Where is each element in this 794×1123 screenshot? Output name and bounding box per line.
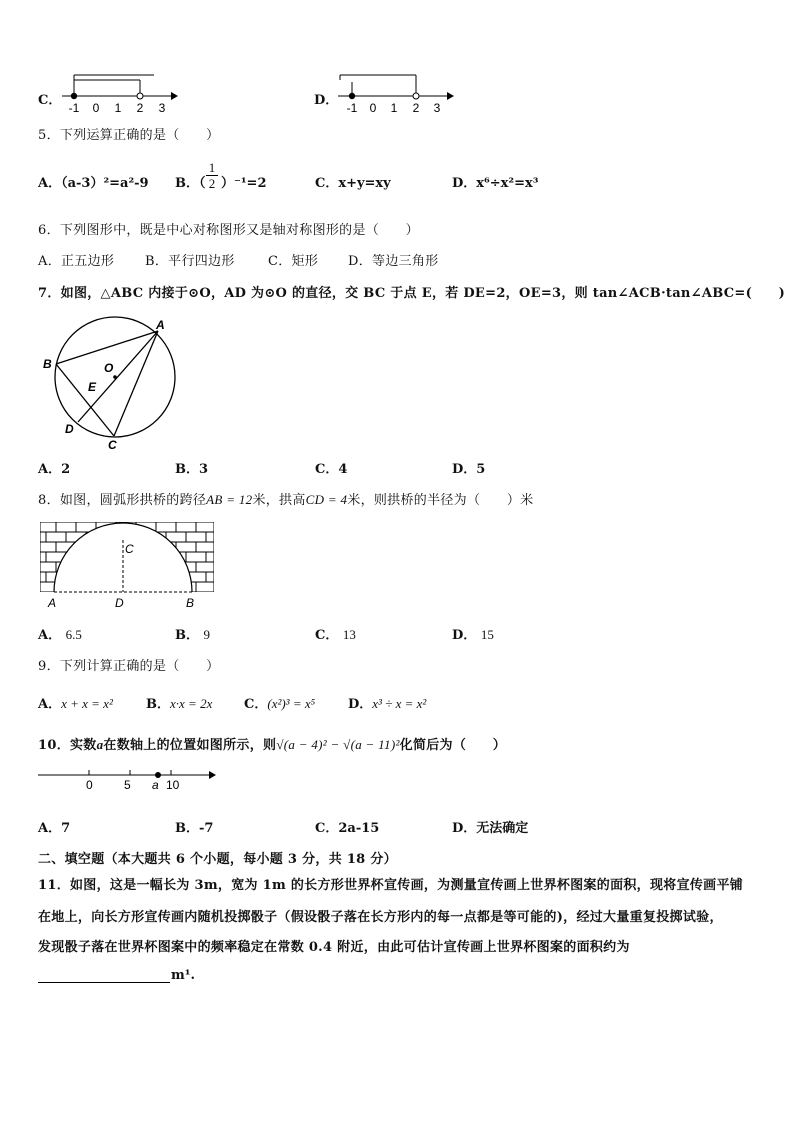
tick-label: 2	[412, 101, 420, 115]
q10-number-line	[36, 764, 222, 794]
q5-option-b	[175, 172, 206, 191]
q5-stem: 5．下列运算正确的是（ ）	[38, 128, 220, 143]
q10-option-d: D．无法确定	[452, 821, 529, 836]
q10-option-b: B．-7	[175, 821, 214, 836]
q8-stem-mid: 米，拱高	[252, 493, 306, 508]
q8-option-d	[452, 624, 494, 643]
option-value: 15	[480, 627, 494, 642]
q6-option-c: C．矩形	[268, 254, 319, 269]
q10-option-a: A．7	[38, 821, 71, 836]
option-value: (x²)³ = x⁵	[267, 696, 316, 711]
option-label: A．	[38, 628, 62, 643]
q6-option-a: A．正五边形	[38, 254, 115, 269]
q5-option-b-label: B．	[175, 176, 199, 191]
q5-option-a	[38, 172, 149, 191]
option-label: C．	[244, 697, 268, 712]
fraction-numerator: 1	[208, 160, 216, 175]
q8-option-b	[175, 624, 210, 643]
point-o-label: O	[104, 361, 114, 375]
tick-label: -1	[346, 101, 358, 115]
tick-label: 1	[390, 101, 398, 115]
q7-stem: 7．如图，△ABC 内接于⊙O，AD 为⊙O 的直径，交 BC 于点 E，若 DE=2，OE=3，则 tan∠ACB·tan∠ABC=( )	[38, 286, 786, 301]
q5-option-d	[452, 172, 538, 191]
q10-stem-var: a	[96, 737, 104, 752]
point-c-label: C	[108, 438, 117, 452]
q5-option-a-text: （a-3）²=a²-9	[61, 176, 149, 191]
q10-stem-expr: √(a − 4)² − √(a − 11)²	[276, 737, 400, 752]
q10-option-c: C．2a-15	[315, 821, 380, 836]
q5-option-c: C．x+y=xy	[315, 176, 391, 191]
option-label: B．	[175, 628, 199, 643]
q8-option-c	[315, 624, 356, 643]
q5-option-b-fraction	[206, 160, 218, 191]
point-b-label: B	[43, 357, 52, 371]
option-label: C．	[315, 628, 339, 643]
q5-option-b-post: ）⁻¹=2	[221, 176, 267, 191]
q8-bridge-figure	[38, 518, 218, 614]
tick-label: 1	[114, 101, 122, 115]
q7-option-a: A．2	[38, 462, 71, 477]
q11-unit: m¹.	[171, 968, 195, 983]
fraction-denominator: 2	[206, 175, 218, 191]
tick-label: 0	[369, 101, 377, 115]
option-value: x·x = 2x	[170, 696, 213, 711]
section-2-heading: 二、填空题（本大题共 6 个小题，每小题 3 分，共 18 分）	[38, 852, 397, 867]
q11-answer-blank[interactable]	[38, 982, 170, 983]
option-value: x + x = x²	[61, 696, 113, 711]
q4-option-d-number-line	[334, 72, 458, 116]
q10-stem-pre: 10．实数	[38, 738, 97, 753]
point-a-label: A	[156, 318, 165, 332]
tick-label: 10	[166, 778, 180, 792]
tick-label: 3	[433, 101, 441, 115]
q10-stem	[38, 734, 506, 753]
q7-option-b: B．3	[175, 462, 209, 477]
q4-option-c-label: C．	[38, 93, 62, 108]
tick-label: 2	[136, 101, 144, 115]
q8-option-a	[38, 624, 82, 643]
tick-label: 3	[158, 101, 166, 115]
q8-stem-pre: 8．如图，圆弧形拱桥的跨径	[38, 493, 207, 508]
q11-line-3: 发现骰子落在世界杯图案中的频率稳定在常数 0.4 附近，由此可估计宣传画上世界杯图案的面积约为	[38, 940, 630, 955]
q7-option-d: D．5	[452, 462, 486, 477]
q8-stem-cd: CD = 4	[305, 492, 348, 507]
q9-option-c	[244, 693, 315, 712]
q6-stem: 6．下列图形中，既是中心对称图形又是轴对称图形的是（ ）	[38, 223, 419, 238]
option-label: B．	[146, 697, 170, 712]
tick-label: 0	[92, 101, 100, 115]
q8-stem-post: 米，则拱桥的半径为（ ）米	[347, 493, 534, 508]
point-a-label: A	[48, 596, 57, 610]
q9-stem: 9．下列计算正确的是（ ）	[38, 659, 220, 674]
q5-option-a-label: A．	[38, 176, 62, 191]
point-b-label: B	[186, 596, 195, 610]
q10-stem-mid: 在数轴上的位置如图所示，则	[103, 738, 277, 753]
option-value: x³ ÷ x = x²	[372, 696, 427, 711]
point-a-label: a	[152, 778, 159, 792]
q5-option-d-text: x⁶÷x²=x³	[476, 176, 539, 191]
q9-option-b	[146, 693, 212, 712]
q11-line-1: 11．如图，这是一幅长为 3m，宽为 1m 的长方形世界杯宣传画，为测量宣传画上世界杯图案的面积，现将宣传画平铺	[38, 878, 744, 893]
point-c-label: C	[125, 542, 134, 556]
q7-circle-figure	[38, 312, 188, 452]
q8-stem	[38, 489, 533, 508]
option-label: A．	[38, 697, 62, 712]
point-d-label: D	[115, 596, 124, 610]
q10-stem-post: 化简后为（ ）	[399, 738, 507, 753]
option-value: 6.5	[65, 627, 82, 642]
q9-option-a	[38, 693, 113, 712]
q6-option-b: B．平行四边形	[145, 254, 235, 269]
option-label: D．	[452, 628, 477, 643]
point-e-label: E	[88, 380, 97, 394]
q11-line-2: 在地上，向长方形宣传画内随机投掷骰子（假设骰子落在长方形内的每一点都是等可能的)，经过大量重复投掷试验，	[38, 910, 723, 925]
point-d-label: D	[65, 422, 74, 436]
option-value: 13	[342, 627, 356, 642]
q7-option-c: C．4	[315, 462, 348, 477]
tick-label: 0	[86, 778, 93, 792]
q9-option-d	[348, 693, 426, 712]
tick-label: 5	[124, 778, 131, 792]
q4-option-d-label: D．	[314, 93, 339, 108]
q5-option-d-label: D．	[452, 176, 477, 191]
option-value: 9	[203, 627, 211, 642]
q8-stem-ab: AB = 12	[206, 492, 253, 507]
q4-option-c-number-line	[58, 72, 182, 116]
option-label: D．	[348, 697, 373, 712]
q6-option-d: D．等边三角形	[348, 254, 439, 269]
q5-option-b-pre: （	[199, 176, 206, 191]
tick-label: -1	[68, 101, 80, 115]
